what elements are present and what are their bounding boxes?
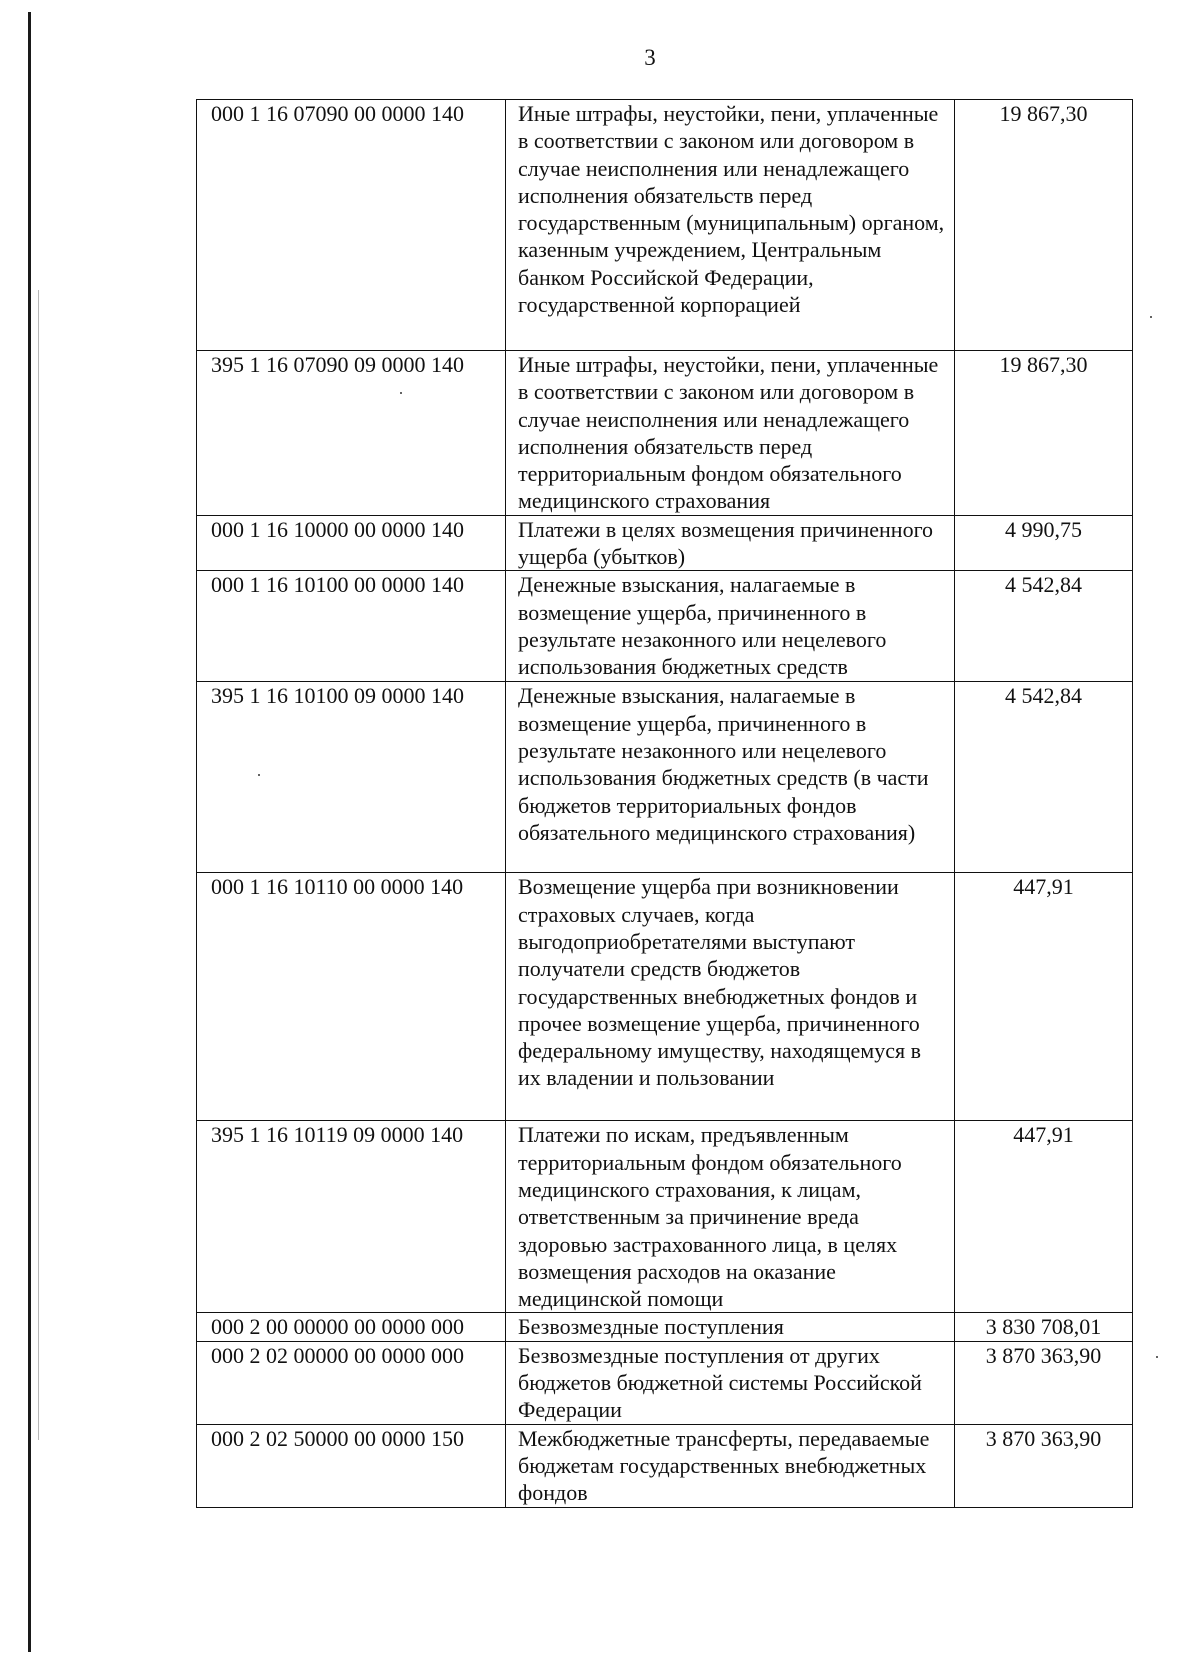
revenue-name: Возмещение ущерба при возникновении страховых случаев, когда выгодоприобретателями выступают получатели средств бюджетов государственных внебюджетных фондов и прочее возмещение ущерба, причиненного федеральному имуществу, находящемуся в их владении и пользовании [506, 873, 955, 1121]
revenue-name: Иные штрафы, неустойки, пени, уплаченные в соответствии с законом или договором в случае неисполнения или ненадлежащего исполнения обязательств перед государственным (муниципальным) органом, казенным учреждением, Центральным банком Российской Федерации, государственной корпорацией [506, 100, 955, 351]
table-row [197, 682, 1133, 873]
amount: 3 870 363,90 [955, 1424, 1133, 1507]
scan-speck [400, 392, 402, 394]
scan-edge-line [28, 12, 31, 1652]
classification-code: 000 2 00 00000 00 0000 000 [197, 1313, 506, 1341]
amount: 3 830 708,01 [955, 1313, 1133, 1341]
amount: 4 542,84 [955, 571, 1133, 682]
table-row [197, 1121, 1133, 1313]
table-row [197, 515, 1133, 571]
classification-code: 000 2 02 00000 00 0000 000 [197, 1341, 506, 1424]
table-row [197, 100, 1133, 351]
classification-code: 000 1 16 10100 00 0000 140 [197, 571, 506, 682]
amount: 19 867,30 [955, 351, 1133, 516]
budget-revenue-table [196, 99, 1133, 1508]
scan-speck [258, 774, 260, 776]
classification-code: 395 1 16 10119 09 0000 140 [197, 1121, 506, 1313]
scan-speck [1150, 316, 1152, 318]
revenue-name: Денежные взыскания, налагаемые в возмещение ущерба, причиненного в результате незаконного или нецелевого использования бюджетных средств [506, 571, 955, 682]
classification-code: 000 1 16 10110 00 0000 140 [197, 873, 506, 1121]
classification-code: 395 1 16 07090 09 0000 140 [197, 351, 506, 516]
amount: 447,91 [955, 1121, 1133, 1313]
table-row [197, 1424, 1133, 1507]
table-row [197, 873, 1133, 1121]
revenue-name: Денежные взыскания, налагаемые в возмещение ущерба, причиненного в результате незаконного или нецелевого использования бюджетных средств (в части бюджетов территориальных фондов обязательного медицинского страхования) [506, 682, 955, 873]
revenue-name: Платежи по искам, предъявленным территориальным фондом обязательного медицинского страхования, к лицам, ответственным за причинение вреда здоровью застрахованного лица, в целях возмещения расходов на оказание медицинской помощи [506, 1121, 955, 1313]
amount: 3 870 363,90 [955, 1341, 1133, 1424]
classification-code: 000 1 16 07090 00 0000 140 [197, 100, 506, 351]
scan-edge-shadow [38, 290, 39, 1440]
table-row [197, 1313, 1133, 1341]
revenue-name: Безвозмездные поступления [506, 1313, 955, 1341]
amount: 447,91 [955, 873, 1133, 1121]
amount: 4 990,75 [955, 515, 1133, 571]
revenue-name: Безвозмездные поступления от других бюджетов бюджетной системы Российской Федерации [506, 1341, 955, 1424]
amount: 19 867,30 [955, 100, 1133, 351]
table-row [197, 1341, 1133, 1424]
revenue-name: Иные штрафы, неустойки, пени, уплаченные в соответствии с законом или договором в случае неисполнения или ненадлежащего исполнения обязательств перед территориальным фондом обязательного медицинского страхования [506, 351, 955, 516]
revenue-name: Межбюджетные трансферты, передаваемые бюджетам государственных внебюджетных фондов [506, 1424, 955, 1507]
amount: 4 542,84 [955, 682, 1133, 873]
classification-code: 395 1 16 10100 09 0000 140 [197, 682, 506, 873]
revenue-name: Платежи в целях возмещения причиненного ущерба (убытков) [506, 515, 955, 571]
scan-speck [1156, 1356, 1158, 1358]
classification-code: 000 1 16 10000 00 0000 140 [197, 515, 506, 571]
table-row [197, 571, 1133, 682]
classification-code: 000 2 02 50000 00 0000 150 [197, 1424, 506, 1507]
page-number: 3 [644, 45, 656, 70]
table-row [197, 351, 1133, 516]
